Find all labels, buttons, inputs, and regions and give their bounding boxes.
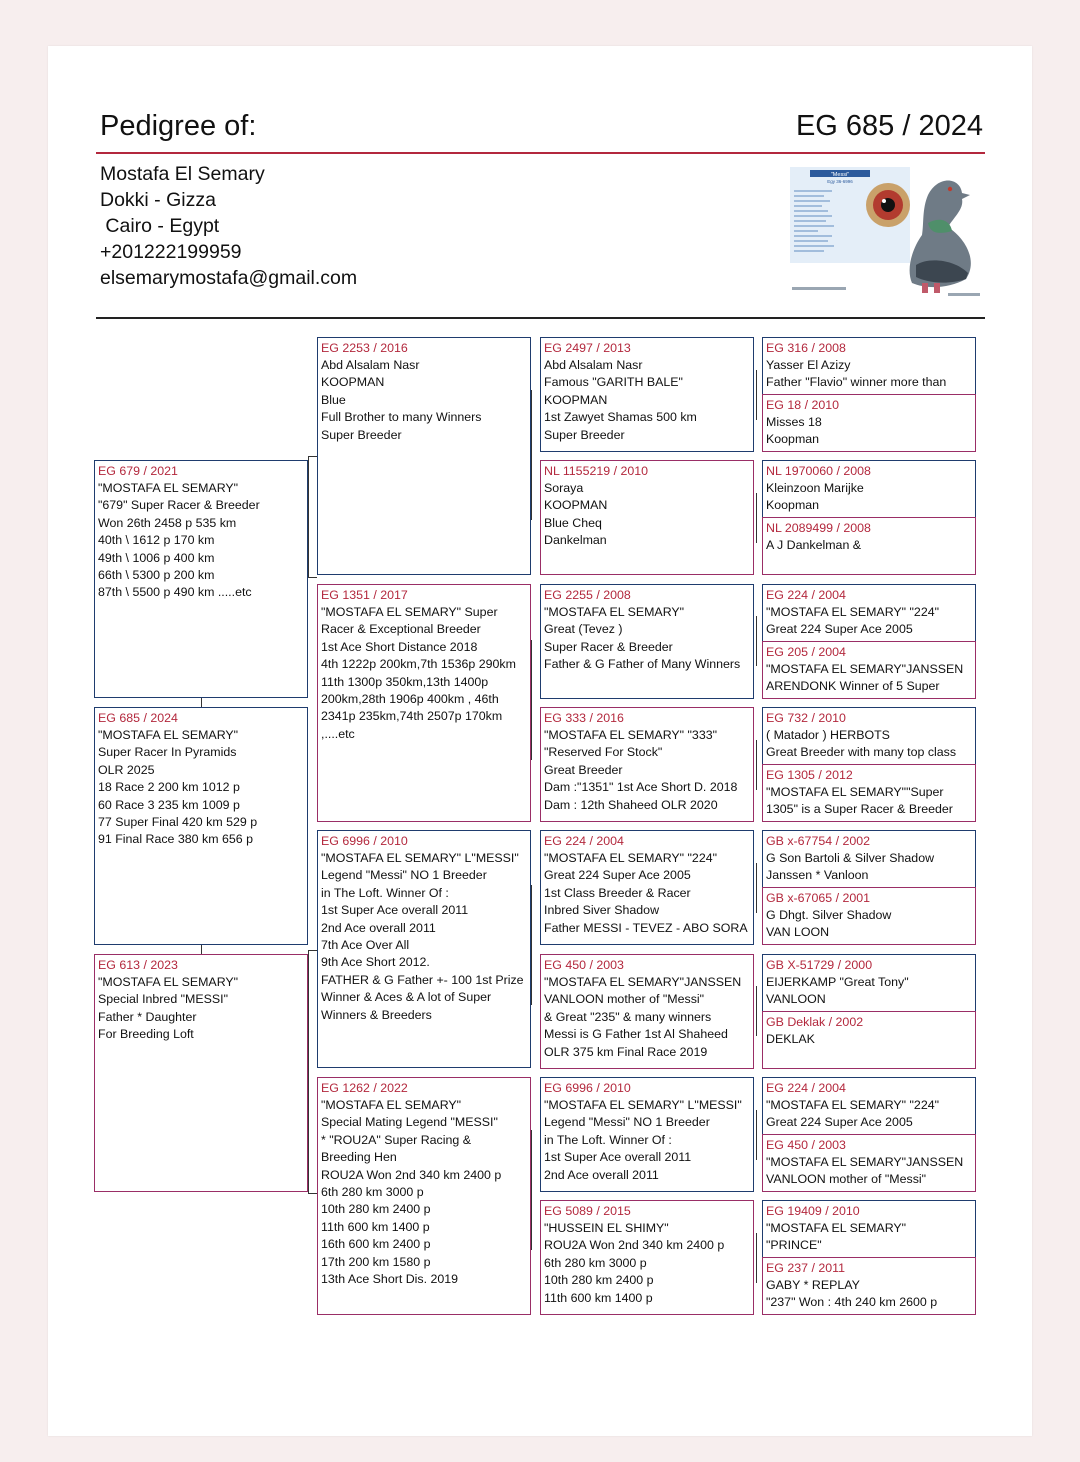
ring-number: GB Deklak / 2002 [766, 1015, 864, 1029]
bird-ggg-5[interactable]: EG 224 / 2004 "MOSTAFA EL SEMARY" "224" Great 224 Super Ace 2005 [762, 584, 976, 642]
owner-name: Mostafa El Semary [100, 163, 265, 185]
bird-grandsire-paternal[interactable]: EG 2253 / 2016 Abd Alsalam Nasr KOOPMAN Blue Full Brother to many Winners Super Breeder [317, 337, 531, 575]
photo-ring: Egy 36-6996 [827, 179, 853, 184]
bird-sire[interactable]: EG 679 / 2021 "MOSTAFA EL SEMARY" "679" Super Racer & Breeder Won 26th 2458 p 535 km 40th \ 1612 p 170 km 49th \ 1006 p 400 km 66th \ 5300 p 200 km 87th \ 5500 p 490 km .....etc [94, 460, 308, 698]
bird-gg-7[interactable]: EG 6996 / 2010 "MOSTAFA EL SEMARY" L"MESSI" Legend "Messi" NO 1 Breeder in The Loft. Winner Of : 1st Super Ace overall 2011 2nd Ace overall 2011 [540, 1077, 754, 1192]
bird-ggg-13[interactable]: EG 224 / 2004 "MOSTAFA EL SEMARY" "224" Great 224 Super Ace 2005 [762, 1077, 976, 1135]
ring-number: EG 6996 / 2010 [321, 834, 408, 848]
ring-number: EG 450 / 2003 [766, 1138, 846, 1152]
subject-ring-heading: EG 685 / 2024 [795, 110, 983, 142]
ring-number: GB X-51729 / 2000 [766, 958, 873, 972]
bird-ggg-3[interactable]: NL 1970060 / 2008 Kleinzoon Marijke Koopman [762, 460, 976, 518]
bird-ggg-2[interactable]: EG 18 / 2010 Misses 18 Koopman [762, 394, 976, 452]
bird-gg-3[interactable]: EG 2255 / 2008 "MOSTAFA EL SEMARY" Great (Tevez ) Super Racer & Breeder Father & G Father of Many Winners [540, 584, 754, 699]
bird-grandsire-maternal[interactable]: EG 6996 / 2010 "MOSTAFA EL SEMARY" L"MESSI" Legend "Messi" NO 1 Breeder in The Loft. Winner Of : 1st Super Ace overall 2011 2nd Ace overall 2011 7th Ace Over All 9th Ace Short 2012. FATHER & G Father +- 100 1st Prize Winner & Aces & A lot of Super Winners & Breeders [317, 830, 531, 1068]
ring-number: EG 224 / 2004 [544, 834, 624, 848]
owner-divider [96, 317, 985, 319]
bird-ggg-10[interactable]: GB x-67065 / 2001 G Dhgt. Silver Shadow VAN LOON [762, 887, 976, 945]
bird-gg-4[interactable]: EG 333 / 2016 "MOSTAFA EL SEMARY" "333" "Reserved For Stock" Great Breeder Dam :"1351" 1st Ace Short D. 2018 Dam : 12th Shaheed OLR 2020 [540, 707, 754, 822]
header-divider [96, 152, 985, 154]
ring-number: EG 237 / 2011 [766, 1261, 845, 1275]
ring-number: EG 18 / 2010 [766, 398, 840, 412]
ring-number: EG 1262 / 2022 [321, 1081, 408, 1095]
bird-ggg-11[interactable]: GB X-51729 / 2000 EIJERKAMP "Great Tony" VANLOON [762, 954, 976, 1012]
ring-number: EG 2497 / 2013 [544, 341, 631, 355]
owner-info [100, 161, 357, 291]
bird-dam[interactable]: EG 613 / 2023 "MOSTAFA EL SEMARY" Special Inbred "MESSI" Father * Daughter For Breeding Loft [94, 954, 308, 1192]
ring-number: EG 679 / 2021 [98, 464, 178, 478]
owner-phone[interactable]: +201222199959 [100, 241, 242, 263]
bird-ggg-12[interactable]: GB Deklak / 2002 DEKLAK [762, 1011, 976, 1069]
ring-number: EG 1305 / 2012 [766, 768, 853, 782]
ring-number: EG 333 / 2016 [544, 711, 624, 725]
ring-number: EG 205 / 2004 [766, 645, 846, 659]
bird-ggg-9[interactable]: GB x-67754 / 2002 G Son Bartoli & Silver Shadow Janssen * Vanloon [762, 830, 976, 888]
bird-gg-2[interactable]: NL 1155219 / 2010 Soraya KOOPMAN Blue Cheq Dankelman [540, 460, 754, 575]
ring-number: NL 2089499 / 2008 [766, 521, 871, 535]
ring-number: EG 19409 / 2010 [766, 1204, 860, 1218]
bird-ggg-6[interactable]: EG 205 / 2004 "MOSTAFA EL SEMARY"JANSSEN ARENDONK Winner of 5 Super [762, 641, 976, 699]
bird-subject[interactable]: EG 685 / 2024 "MOSTAFA EL SEMARY" Super Racer In Pyramids OLR 2025 18 Race 2 200 km 1012 p 60 Race 3 235 km 1009 p 77 Super Final 420 km 529 p 91 Final Race 380 km 656 p [94, 707, 308, 945]
connector-subject-dam [201, 944, 202, 954]
owner-city: Dokki - Gizza [100, 189, 216, 211]
ring-number: NL 1155219 / 2010 [544, 464, 649, 478]
ring-number: EG 450 / 2003 [544, 958, 624, 972]
bird-ggg-16[interactable]: EG 237 / 2011 GABY * REPLAY "237" Won : 4th 240 km 2600 p [762, 1257, 976, 1315]
connector-sire-subject [201, 697, 202, 707]
ring-number: EG 316 / 2008 [766, 341, 846, 355]
bird-ggg-15[interactable]: EG 19409 / 2010 "MOSTAFA EL SEMARY" "PRINCE" [762, 1200, 976, 1258]
bird-granddam-maternal[interactable]: EG 1262 / 2022 "MOSTAFA EL SEMARY" Special Mating Legend "MESSI" * "ROU2A" Super Racing & Breeding Hen ROU2A Won 2nd 340 km 2400 p 6th 280 km 3000 p 10th 280 km 2400 p 11th 600 km 1400 p 16th 600 km 2400 p 17th 200 km 1580 p 13th Ace Short Dis. 2019 [317, 1077, 531, 1315]
ring-number: EG 1351 / 2017 [321, 588, 408, 602]
ring-number: EG 5089 / 2015 [544, 1204, 631, 1218]
bird-ggg-1[interactable]: EG 316 / 2008 Yasser El Azizy Father "Flavio" winner more than [762, 337, 976, 395]
ring-number: EG 2253 / 2016 [321, 341, 408, 355]
photo-caption: "Messi" [830, 172, 850, 178]
bird-gg-5[interactable]: EG 224 / 2004 "MOSTAFA EL SEMARY" "224" Great 224 Super Ace 2005 1st Class Breeder & Racer Inbred Siver Shadow Father MESSI - TEVEZ - ABO SORA [540, 830, 754, 945]
bird-ggg-4[interactable]: NL 2089499 / 2008 A J Dankelman & [762, 517, 976, 575]
ring-number: NL 1970060 / 2008 [766, 464, 871, 478]
bird-granddam-paternal[interactable]: EG 1351 / 2017 "MOSTAFA EL SEMARY" Super Racer & Exceptional Breeder 1st Ace Short Distance 2018 4th 1222p 200km,7th 1536p 290km 11th 1300p 350km,13th 1400p 200km,28th 1906p 400km , 46th 2341p 235km,74th 2507p 170km ,....etc [317, 584, 531, 822]
owner-country: Cairo - Egypt [100, 215, 220, 237]
ring-number: EG 224 / 2004 [766, 1081, 846, 1095]
ring-number: GB x-67065 / 2001 [766, 891, 871, 905]
connector-dam [308, 950, 309, 1194]
ring-number: EG 224 / 2004 [766, 588, 846, 602]
ring-number: EG 6996 / 2010 [544, 1081, 631, 1095]
connector-sire [308, 456, 309, 578]
bird-ggg-7[interactable]: EG 732 / 2010 ( Matador ) HERBOTS Great Breeder with many top class [762, 707, 976, 765]
ring-number: EG 2255 / 2008 [544, 588, 631, 602]
page-title: Pedigree of: [100, 110, 257, 142]
bird-gg-8[interactable]: EG 5089 / 2015 "HUSSEIN EL SHIMY" ROU2A Won 2nd 340 km 2400 p 6th 280 km 3000 p 10th 280 km 2400 p 11th 600 km 1400 p [540, 1200, 754, 1315]
bird-gg-1[interactable]: EG 2497 / 2013 Abd Alsalam Nasr Famous "GARITH BALE" KOOPMAN 1st Zawyet Shamas 500 km Super Breeder [540, 337, 754, 452]
ring-number: EG 732 / 2010 [766, 711, 846, 725]
pigeon-photo [788, 165, 984, 303]
ring-number: EG 613 / 2023 [98, 958, 178, 972]
owner-email[interactable]: elsemarymostafa@gmail.com [100, 267, 358, 289]
bird-ggg-14[interactable]: EG 450 / 2003 "MOSTAFA EL SEMARY"JANSSEN VANLOON mother of "Messi" [762, 1134, 976, 1192]
bird-ggg-8[interactable]: EG 1305 / 2012 "MOSTAFA EL SEMARY""Super 1305" is a Super Racer & Breeder [762, 764, 976, 822]
ring-number: GB x-67754 / 2002 [766, 834, 871, 848]
bird-gg-6[interactable]: EG 450 / 2003 "MOSTAFA EL SEMARY"JANSSEN VANLOON mother of "Messi" & Great "235" & many winners Messi is G Father 1st Al Shaheed OLR 375 km Final Race 2019 [540, 954, 754, 1069]
ring-number: EG 685 / 2024 [98, 711, 178, 725]
